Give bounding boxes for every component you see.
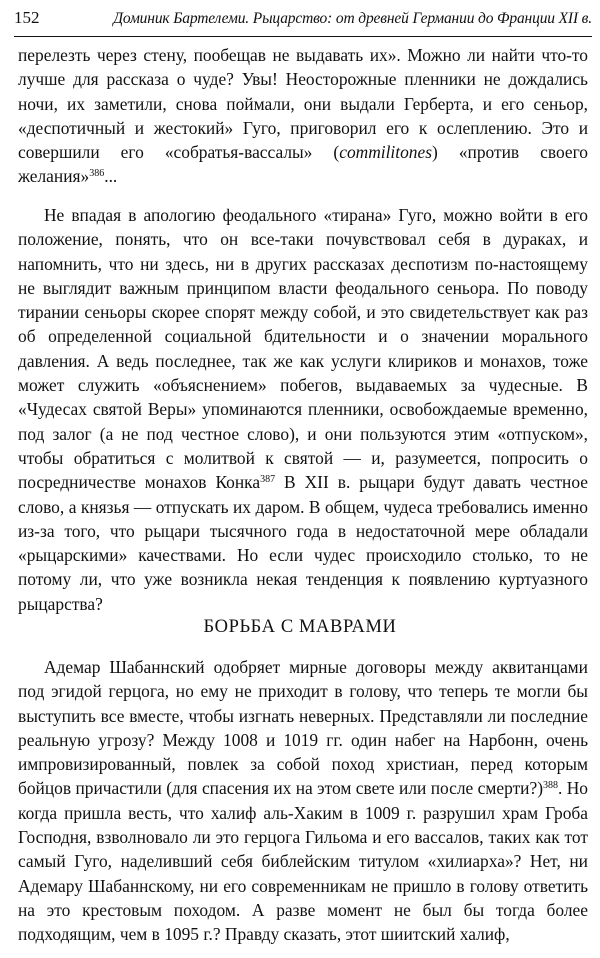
paragraph [18,203,588,616]
paragraph [18,43,588,189]
latin-term: commilitones [339,142,432,163]
section-heading: БОРЬБА С МАВРАМИ [203,617,397,637]
paragraph-text: перелезть через стену, пообещав не выдавать их». Можно ли найти что-то лучше для рассказа о чуде? Увы! Неосторожные пленники не дождались ночи, их заметили, снова поймали, они выдали Герберта, и его сеньор, «деспотичный и жестокий» Гуго, приговорил его к ослеплению. Это и совершили его «собратья-вассалы» ( [18,45,588,163]
paragraph [18,655,588,947]
footnote-ref: 388 [543,780,558,792]
paragraph-text: . Но когда пришла весть, что халиф аль-Хаким в 1009 г. разрушил храм Гроба Господня, взволновало ли это герцога Гильома и его вассалов, таких как тот самый Гуго, наделивший себя библейским титулом «хилиарха»? Нет, ни Адемару Шабаннскому, ни его современникам не пришло в голову ответить на это крестовым походом. А разве момент не был бы тогда более подходящим, чем в 1095 г.? Правду сказать, этот шиитский халиф, [18,778,588,945]
paragraph-block [18,655,588,947]
paragraph-block [18,203,588,616]
paragraph-text: Адемар Шабаннский одобряет мирные договоры между аквитанцами под эгидой герцога, но ему не приходит в голову, что теперь те могли бы выступить все вместе, чтобы изгнать неверных. Представляли ли последние реальную угрозу? Между 1008 и 1019 гг. один набег на Нарбонн, очень импровизированный, повлек за собой поход христиан, перед которым бойцов причастили (для спасения их на этом свете или после смерти?) [18,657,588,799]
footnote-ref: 386 [89,168,105,180]
paragraph-text: ) «против своего желания» [18,142,589,187]
paragraph-continued [18,43,588,189]
paragraph-text: ... [104,166,118,187]
page-header [14,8,592,34]
footnote-ref: 387 [260,474,276,486]
header-rule [14,36,592,37]
paragraph-text: Не впадая в апологию феодального «тирана» Гуго, можно войти в его положение, понять, что он все-таки почувствовал себя в дураках, и напомнить, что ни здесь, ни в других рассказах деспотизм по-настоящему не выглядит важным принципом власти феодального сеньора. По поводу тирании сеньоры скорее спорят между собой, и это свидетельствует как раз об определенной социальной бдительности и о значении морального давления. А ведь последнее, так же как услуги клириков и монахов, тоже может служить «объяснением» побегов, выдаваемых за чудесные. В «Чудесах святой Веры» упоминаются пленники, освобождаемые временно, под залог (а не под честное слово), и они пользуются этим «отпуском», чтобы обратиться с молитвой к святой — и, разумеется, попросить о посредничестве монахов Конка [18,205,588,493]
page-number: 152 [14,8,40,27]
paragraph-text: В XII в. рыцари будут давать честное слово, а князья — отпускать их даром. В общем, чудеса требовались именно из-за того, что рыцари тысячного года в недостаточной мере обладали «рыцарскими» качествами. Но если чудес происходило столько, то не потому ли, что уже возникла некая тенденция к появлению куртуазного рыцарства? [18,472,588,614]
running-head: Доминик Бартелеми. Рыцарство: от древней Германии до Франции XII в. [113,10,592,27]
